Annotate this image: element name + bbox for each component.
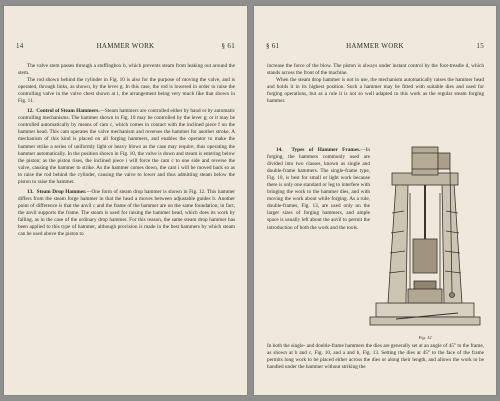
left-page-body xyxy=(18,63,235,238)
right-page xyxy=(254,6,496,395)
right-page-section-14 xyxy=(267,147,370,232)
right-page-header xyxy=(266,42,484,52)
section-number: 12. xyxy=(27,108,34,115)
paragraph: In both the single- and double-frame hammers the dies are generally set at an angle of 45° to the frame, as shown at b and c, Fig. 10, and a and b, Fig. 13. Setting the dies at 45° to the face of the frame permits long work to be placed either across the dies or along their length, and allows the work to be handled under the hammer without striking the xyxy=(267,343,484,371)
steam-drop-hammer-illustration xyxy=(366,143,484,333)
section-number: 14. xyxy=(276,147,283,153)
paragraph: The rod shown behind the cylinder in Fig. 10 is also for the purpose of moving the valve, and is operated, through links, as shown, by the lever g. In this case, the rod is lowered in order to raise the controlling valve in the valve chest shown at l, the arrangement being very much like that shown in Fig. 11. xyxy=(18,77,235,105)
section-mark: § 61 xyxy=(221,42,235,50)
right-page-top-body xyxy=(267,63,484,105)
left-page xyxy=(4,6,247,395)
paragraph: The valve stem passes through a stuffingbox b, which prevents steam from leaking out around the stem. xyxy=(18,63,235,77)
right-page-bottom-body xyxy=(267,343,484,371)
figure-steam-drop-hammer xyxy=(366,143,484,340)
section-12 xyxy=(18,108,235,186)
section-text: —In forging, the hammers commonly used are divided into two classes, known as single and double-frame hammers. The single-frame type, Fig. 10, is best for small or light work because there is only one standard or leg to interfere with bringing the work to the hammer dies, and with moving the work about while forging. As a rule, double-frames, Fig. 13, are used only on the larger sizes of forging hammers, and ample space is usually left about the anvil to permit the introduction of both the work and the tools. xyxy=(267,147,371,231)
section-title: Control of Steam Hammers. xyxy=(36,108,100,115)
figure-caption: Fig. 12 xyxy=(418,335,432,340)
section-title: Types of Hammer Frames. xyxy=(291,147,361,153)
left-page-header xyxy=(16,42,235,52)
section-text: —One form of steam drop hammer is shown in Fig. 12. This hammer differs from the steam forge hammer in that the head a moves between adjustable guides b. Another point of difference is that the anvil c and the frame of the hammer are on the same foundation; in fact, the anvil supports the frame. The steam is used for raising the hammer head, which does its work by falling, as in the case of the ordinary drop hammer. For this reason, the same steam drop hammer has been applied to this type of hammer, although provision is made in the best hammers by which steam can be used above the piston to xyxy=(18,188,236,238)
page-number: 14 xyxy=(16,42,24,50)
page-number: 15 xyxy=(476,42,484,50)
paragraph: When the steam drop hammer is not in use, the mechanism automatically raises the hammer head and holds it in its highest position. Such a hammer may be fitted with suitable dies and used for forging operations, but as a rule it is not so well adapted to this work as the regular steam forging hammer. xyxy=(267,77,484,105)
running-title: HAMMER WORK xyxy=(346,42,404,50)
section-number: 13. xyxy=(27,188,34,195)
section-14 xyxy=(267,147,370,232)
running-title: HAMMER WORK xyxy=(96,42,155,50)
section-13 xyxy=(18,189,235,238)
section-text: —Steam hammers are controlled either by hand or by automatic controlling mechanisms. The hammer shown in Fig. 10 may be controlled by the lever g; or it may be controlled automatically by means of cam c, which comes in contact with the inclined piece f on the hammer head. This cam operates the valve mechanism and reverses the hammer for another stroke. A mechanism of this kind is placed on all forging hammers, and enables the operator to make the hammer strike a series of uniformly light or heavy blows as the case may require, thus operating the hammer automatically. In the position shown in Fig. 10, the valve is down and steam is entering below the piston; as the piston rises, the inclined piece i will force the cam c to one side and reverse the valve, causing the hammer to strike. As the hammer comes down, the cam i will be moved back so as to raise the rod behind the cylinder, causing the valve to lower and thus admitting steam below the piston to raise the hammer. xyxy=(18,108,236,185)
section-title: Steam Drop Hammer. xyxy=(36,188,87,195)
paragraph: increase the force of the blow. The piston is always under instant control by the foot-treadle d, which stands across the front of the machine. xyxy=(267,63,484,77)
section-mark: § 61 xyxy=(266,42,280,50)
